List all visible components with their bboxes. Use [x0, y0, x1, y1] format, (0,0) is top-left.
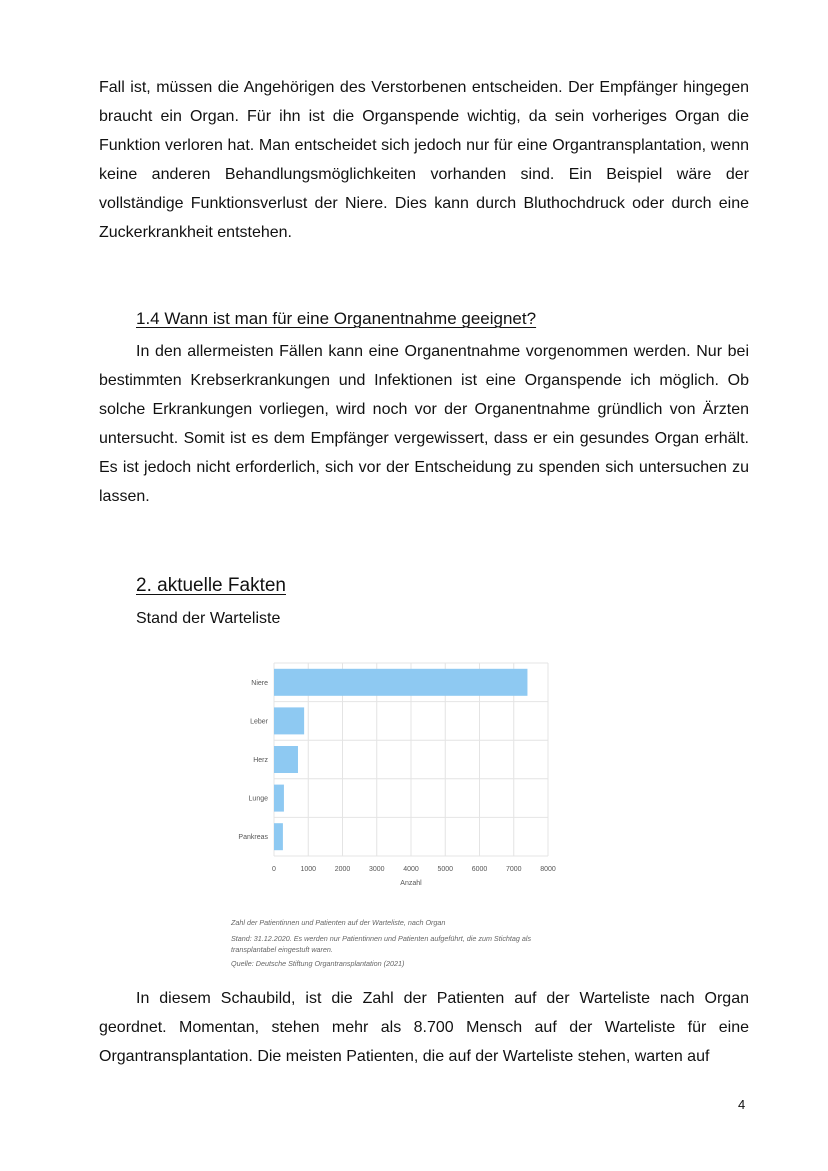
- x-tick-label: 7000: [505, 866, 522, 873]
- chart-caption-note: Stand: 31.12.2020. Es werden nur Patientinnen und Patienten aufgeführt, die zum Stichtag als transplantabel eingestuft waren.: [231, 934, 532, 954]
- category-label: Lunge: [248, 795, 268, 803]
- page-number: 4: [738, 1097, 746, 1112]
- category-label: Pankreas: [238, 834, 268, 842]
- bar-pankreas: [274, 823, 283, 850]
- x-tick-label: 8000: [540, 866, 556, 873]
- intro-paragraph: Fall ist, müssen die Angehörigen des Verstorbenen entscheiden. Der Empfänger hingegen braucht ein Organ. Für ihn ist die Organspende wichtig, da sein vorheriges Organ die Funktion verloren hat. Man entscheidet sich jedoch nur für eine Organtransplantation, wenn keine anderen Behandlungsmöglichkeiten vorhanden sind. Ein Beispiel wäre der vollständige Funktionsverlust der Niere. Dies kann durch Bluthochdruck oder durch eine Zuckerkrankheit entstehen.: [99, 79, 749, 241]
- section-1-4-paragraph: In den allermeisten Fällen kann eine Organentnahme vorgenommen werden. Nur bei bestimmten Krebserkrankungen und Infektionen ist eine Organspende ich möglich. Ob solche Erkrankungen vorliegen, wird noch vor der Organentnahme gründlich von Ärzten untersucht. Somit ist es dem Empfänger vergewissert, dass er ein gesundes Organ erhält. Es ist jedoch nicht erforderlich, sich vor der Entscheidung zu spenden sich untersuchen zu lassen.: [99, 343, 749, 505]
- bar-niere: [274, 669, 527, 696]
- waitlist-chart: [230, 651, 560, 909]
- bar-lunge: [274, 785, 284, 812]
- x-tick-label: 5000: [437, 866, 454, 873]
- category-label: Leber: [250, 718, 268, 726]
- category-label: Niere: [251, 679, 268, 687]
- x-tick-label: 0: [272, 866, 276, 873]
- bar-herz: [274, 746, 298, 773]
- x-tick-label: 6000: [471, 866, 488, 873]
- section-1-4-heading: 1.4 Wann ist man für eine Organentnahme geeignet?: [136, 309, 537, 328]
- chart-subheading: Stand der Warteliste: [136, 610, 281, 627]
- x-tick-label: 4000: [403, 866, 419, 873]
- chart-source: Quelle: Deutsche Stiftung Organtransplantation (2021): [231, 959, 405, 968]
- x-tick-label: 2000: [334, 866, 351, 873]
- chart-caption: Zahl der Patientinnen und Patienten auf der Warteliste, nach Organ: [231, 918, 446, 927]
- waitlist-bar-chart: [230, 651, 560, 909]
- x-tick-label: 3000: [368, 866, 385, 873]
- category-label: Herz: [253, 757, 268, 764]
- bar-leber: [274, 707, 304, 734]
- section-2-heading: 2. aktuelle Fakten: [136, 575, 286, 596]
- x-tick-label: 1000: [300, 866, 317, 873]
- x-axis-title: Anzahl: [400, 880, 422, 887]
- section-2-paragraph: In diesem Schaubild, ist die Zahl der Patienten auf der Warteliste nach Organ geordnet. Momentan, stehen mehr als 8.700 Mensch auf der Warteliste für eine Organtransplantation. Die meisten Patienten, die auf der Warteliste stehen, warten auf: [99, 990, 749, 1065]
